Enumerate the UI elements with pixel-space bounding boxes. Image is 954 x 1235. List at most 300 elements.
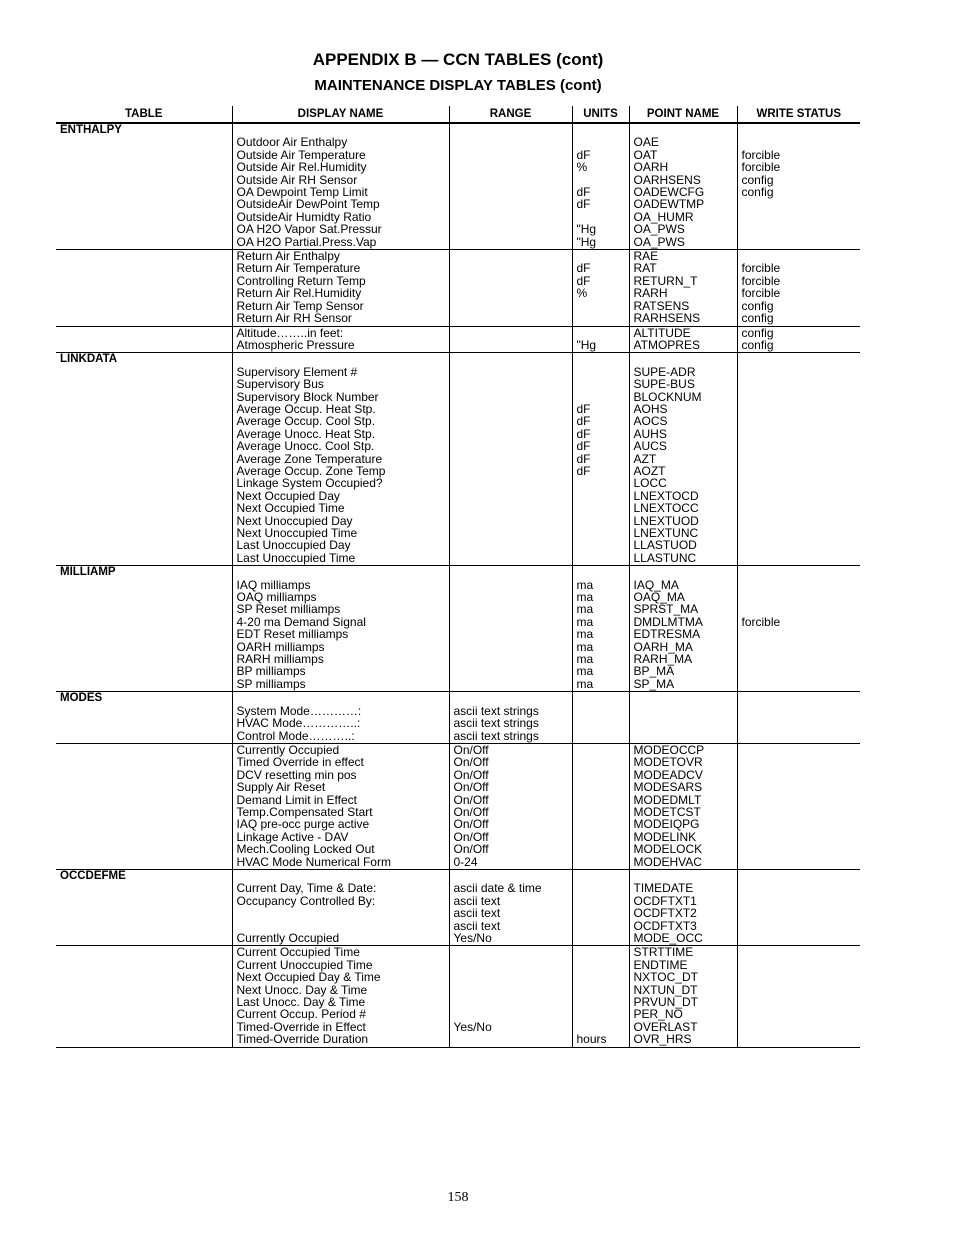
- point-name-line: OAQ_MA: [633, 590, 685, 605]
- point-name-cell: [629, 250, 737, 326]
- range-line: [454, 653, 572, 665]
- table-name-cell: [56, 326, 232, 353]
- write-status-line: [742, 465, 861, 477]
- range-cell: [449, 250, 572, 326]
- write-status-line: [742, 366, 861, 378]
- point-name-line: RAE: [633, 249, 659, 264]
- range-line: ascii text: [453, 918, 501, 933]
- write-status-line: [742, 628, 861, 640]
- write-status-line: [742, 641, 861, 653]
- units-cell: [572, 692, 629, 744]
- range-line: [454, 262, 572, 274]
- units-line: [577, 717, 629, 729]
- write-status-cell: [737, 692, 860, 744]
- point-name-cell: [629, 353, 737, 566]
- range-line: [454, 149, 572, 161]
- units-line: [577, 843, 629, 855]
- units-line: ma: [576, 614, 594, 629]
- spacer-line: [634, 566, 737, 578]
- point-name-cell: [629, 566, 737, 692]
- point-name-line: MODEHVAC: [633, 854, 702, 869]
- range-line: [454, 579, 572, 591]
- spacer-line: [577, 870, 629, 882]
- table-group: [56, 353, 860, 566]
- point-name-line: RAT: [633, 261, 657, 276]
- write-status-line: [742, 984, 861, 996]
- range-line: On/Off: [453, 804, 489, 819]
- units-line: [577, 895, 629, 907]
- table-group: [56, 869, 860, 945]
- write-status-line: [742, 378, 861, 390]
- range-line: [454, 174, 572, 186]
- point-name-line: RATSENS: [633, 298, 690, 313]
- write-status-line: [742, 756, 861, 768]
- display-name-line: HVAC Mode…………..:: [236, 716, 361, 731]
- point-name-line: OARH: [633, 160, 669, 175]
- point-name-line: ALTITUDE: [633, 325, 691, 340]
- range-line: [454, 415, 572, 427]
- write-status-cell: [737, 566, 860, 692]
- range-line: On/Off: [453, 829, 489, 844]
- table-name-cell: OCCDEFME: [56, 869, 232, 945]
- range-line: [454, 391, 572, 403]
- point-name-line: OADEWCFG: [633, 185, 705, 200]
- write-status-cell: [737, 250, 860, 326]
- write-status-line: [742, 653, 861, 665]
- point-name-line: AZT: [633, 451, 657, 466]
- units-line: "Hg: [576, 234, 597, 249]
- range-cell: [449, 692, 572, 744]
- spacer-line: [454, 692, 572, 704]
- range-line: [454, 287, 572, 299]
- range-line: [454, 161, 572, 173]
- column-header-table: TABLE: [56, 106, 232, 123]
- units-cell: [572, 743, 629, 869]
- point-name-line: [634, 730, 737, 742]
- point-name-line: SUPE-BUS: [633, 377, 695, 392]
- units-line: [577, 515, 629, 527]
- display-name-line: Current Occup. Period #: [236, 1007, 366, 1022]
- units-line: [577, 552, 629, 564]
- display-name-line: 4-20 ma Demand Signal: [236, 614, 366, 629]
- range-line: 0-24: [453, 854, 478, 869]
- range-line: [454, 327, 572, 339]
- range-line: ascii text strings: [453, 716, 539, 731]
- point-name-line: IAQ_MA: [633, 577, 679, 592]
- point-name-line: LNEXTUNC: [633, 526, 699, 540]
- write-status-line: [742, 515, 861, 527]
- write-status-line: [742, 198, 861, 210]
- display-name-line: Average Unocc. Heat Stp.: [236, 426, 376, 441]
- point-name-line: LOCC: [633, 476, 667, 491]
- spacer-line: [237, 692, 449, 704]
- write-status-cell: [737, 946, 860, 1047]
- range-line: On/Off: [453, 792, 489, 807]
- write-status-line: [742, 717, 861, 729]
- write-status-line: forcible: [741, 286, 781, 301]
- display-name-line: OutsideAir DewPoint Temp: [236, 197, 380, 212]
- write-status-line: [742, 856, 861, 868]
- spacer-line: [634, 692, 737, 704]
- point-name-cell: [629, 326, 737, 353]
- units-line: dF: [576, 401, 591, 416]
- write-status-line: [742, 996, 861, 1008]
- units-line: ma: [576, 664, 594, 679]
- range-line: [454, 378, 572, 390]
- units-line: %: [576, 286, 588, 301]
- units-line: [577, 756, 629, 768]
- range-line: ascii text strings: [453, 703, 539, 718]
- display-name-line: Controlling Return Temp: [236, 273, 366, 288]
- write-status-line: [742, 403, 861, 415]
- range-line: On/Off: [453, 817, 489, 832]
- display-name-line: Current Occupied Time: [236, 945, 360, 960]
- display-name-line: OA H2O Partial.Press.Vap: [236, 234, 377, 249]
- display-name-cell: [232, 353, 449, 566]
- units-line: [577, 705, 629, 717]
- write-status-line: config: [741, 311, 774, 326]
- point-name-line: RARH_MA: [633, 652, 693, 667]
- units-line: ma: [576, 627, 594, 642]
- display-name-line: Linkage System Occupied?: [236, 476, 383, 491]
- write-status-cell: [737, 353, 860, 566]
- maintenance-display-table: [56, 106, 860, 1048]
- write-status-line: [742, 806, 861, 818]
- write-status-line: [742, 477, 861, 489]
- display-name-line: Next Unocc. Day & Time: [236, 982, 368, 997]
- point-name-line: PRVUN_DT: [633, 995, 698, 1010]
- units-cell: [572, 326, 629, 353]
- units-cell: [572, 123, 629, 250]
- range-line: [454, 211, 572, 223]
- units-line: dF: [576, 439, 591, 454]
- range-cell: [449, 566, 572, 692]
- display-name-line: Demand Limit in Effect: [236, 792, 357, 807]
- units-line: ma: [576, 639, 594, 654]
- display-name-line: EDT Reset milliamps: [236, 627, 349, 642]
- range-line: [454, 477, 572, 489]
- write-status-cell: [737, 743, 860, 869]
- units-line: ma: [576, 676, 594, 691]
- point-name-line: OA_PWS: [633, 222, 685, 237]
- table-group: [56, 326, 860, 353]
- write-status-line: [742, 932, 861, 944]
- range-line: [454, 490, 572, 502]
- display-name-line: Temp.Compensated Start: [236, 804, 373, 819]
- table-group: [56, 946, 860, 1047]
- spacer-line: [742, 870, 861, 882]
- units-line: %: [576, 160, 588, 175]
- units-line: [577, 856, 629, 868]
- write-status-line: [742, 882, 861, 894]
- range-line: [454, 300, 572, 312]
- range-line: [454, 552, 572, 564]
- units-cell: [572, 869, 629, 945]
- display-name-line: Next Unoccupied Day: [236, 513, 353, 528]
- column-header-point-name: POINT NAME: [629, 106, 737, 123]
- point-name-line: OVR_HRS: [633, 1032, 692, 1047]
- write-status-line: [742, 744, 861, 756]
- point-name-line: OAT: [633, 147, 658, 162]
- display-name-line: Average Occup. Cool Stp.: [236, 414, 376, 429]
- units-line: [577, 971, 629, 983]
- display-name-line: Next Unoccupied Time: [236, 526, 358, 540]
- range-line: [454, 628, 572, 640]
- units-line: dF: [576, 261, 591, 276]
- point-name-line: MODEOCCP: [633, 742, 705, 757]
- spacer-line: [237, 353, 449, 365]
- spacer-line: [577, 124, 629, 136]
- point-name-line: OAE: [633, 135, 659, 150]
- write-status-line: [742, 831, 861, 843]
- point-name-line: OCDFTXT1: [633, 893, 697, 908]
- point-name-line: OARH_MA: [633, 639, 693, 654]
- display-name-line: SP milliamps: [236, 676, 306, 691]
- table-group: [56, 566, 860, 692]
- table-name-cell: MODES: [56, 692, 232, 744]
- table-group: [56, 743, 860, 869]
- spacer-line: [577, 353, 629, 365]
- display-name-line: DCV resetting min pos: [236, 767, 357, 782]
- write-status-cell: [737, 326, 860, 353]
- units-line: [577, 959, 629, 971]
- range-cell: [449, 353, 572, 566]
- table-group: [56, 692, 860, 744]
- write-status-line: [742, 946, 861, 958]
- write-status-line: config: [741, 337, 774, 352]
- point-name-line: OADEWTMP: [633, 197, 705, 212]
- spacer-line: [577, 692, 629, 704]
- write-status-line: forcible: [741, 261, 781, 276]
- write-status-line: [742, 415, 861, 427]
- point-name-line: LLASTUNC: [633, 550, 697, 565]
- write-status-line: [742, 794, 861, 806]
- write-status-line: [742, 678, 861, 690]
- write-status-line: [742, 781, 861, 793]
- write-status-line: forcible: [741, 273, 781, 288]
- range-cell: [449, 946, 572, 1047]
- display-name-line: Average Unocc. Cool Stp.: [236, 439, 375, 454]
- write-status-line: [742, 1021, 861, 1033]
- write-status-line: [742, 527, 861, 539]
- write-status-line: [742, 971, 861, 983]
- point-name-line: AOCS: [633, 414, 668, 429]
- display-name-line: HVAC Mode Numerical Form: [236, 854, 391, 869]
- display-name-line: Return Air Enthalpy: [236, 249, 340, 264]
- column-header-units: UNITS: [572, 106, 629, 123]
- spacer-line: [237, 566, 449, 578]
- display-name-cell: [232, 692, 449, 744]
- point-name-line: MODEADCV: [633, 767, 703, 782]
- range-line: [454, 275, 572, 287]
- display-name-line: Mech.Cooling Locked Out: [236, 842, 375, 857]
- point-name-line: SPRST_MA: [633, 602, 699, 617]
- display-name-line: OAQ milliamps: [236, 590, 317, 605]
- display-name-line: Next Occupied Day & Time: [236, 970, 381, 985]
- spacer-line: [634, 353, 737, 365]
- units-line: "Hg: [576, 222, 597, 237]
- table-name-cell: LINKDATA: [56, 353, 232, 566]
- range-line: [454, 198, 572, 210]
- page-subtitle: MAINTENANCE DISPLAY TABLES (cont): [314, 77, 602, 94]
- range-line: [454, 250, 572, 262]
- range-line: On/Off: [453, 742, 489, 757]
- display-name-line: Average Zone Temperature: [236, 451, 383, 466]
- point-name-line: LNEXTOCC: [633, 501, 699, 516]
- spacer-line: [577, 566, 629, 578]
- range-line: [454, 539, 572, 551]
- point-name-line: LLASTUOD: [633, 538, 697, 553]
- write-status-line: [742, 705, 861, 717]
- page-number: 158: [447, 1190, 469, 1205]
- point-name-line: PER_NO: [633, 1007, 683, 1022]
- column-header-write-status: WRITE STATUS: [737, 106, 860, 123]
- write-status-line: [742, 959, 861, 971]
- point-name-line: TIMEDATE: [633, 881, 694, 896]
- display-name-line: Timed-Override in Effect: [236, 1019, 366, 1034]
- point-name-line: NXTOC_DT: [633, 970, 698, 985]
- display-name-line: Outside Air Temperature: [236, 147, 366, 162]
- units-line: dF: [576, 197, 591, 212]
- units-line: [577, 781, 629, 793]
- display-name-line: Current Unoccupied Time: [236, 957, 373, 972]
- range-line: [454, 996, 572, 1008]
- point-name-line: RARH: [633, 286, 668, 301]
- range-line: [454, 339, 572, 351]
- display-name-line: Supervisory Bus: [236, 377, 324, 392]
- spacer-line: [742, 353, 861, 365]
- range-line: On/Off: [453, 842, 489, 857]
- write-status-line: [742, 1033, 861, 1045]
- write-status-line: [742, 665, 861, 677]
- write-status-line: [742, 591, 861, 603]
- write-status-line: [742, 391, 861, 403]
- display-name-cell: [232, 869, 449, 945]
- units-line: [577, 502, 629, 514]
- display-name-line: Current Day, Time & Date:: [236, 881, 377, 896]
- units-line: dF: [576, 147, 591, 162]
- display-name-line: Next Occupied Time: [236, 501, 345, 516]
- page-title: APPENDIX B — CCN TABLES (cont): [312, 50, 604, 69]
- range-line: [454, 515, 572, 527]
- units-line: ma: [576, 602, 594, 617]
- units-line: dF: [576, 463, 591, 478]
- point-name-line: MODELOCK: [633, 842, 703, 857]
- units-line: "Hg: [576, 337, 597, 352]
- spacer-line: [454, 353, 572, 365]
- units-line: [577, 744, 629, 756]
- range-line: Yes/No: [453, 931, 492, 945]
- range-line: [454, 428, 572, 440]
- display-name-cell: [232, 326, 449, 353]
- write-status-cell: [737, 869, 860, 945]
- range-cell: [449, 743, 572, 869]
- display-name-line: OA Dewpoint Temp Limit: [236, 185, 368, 200]
- range-line: [454, 984, 572, 996]
- point-name-line: MODETCST: [633, 804, 701, 819]
- write-status-line: config: [741, 298, 774, 313]
- point-name-line: LNEXTUOD: [633, 513, 699, 528]
- display-name-line: Timed-Override Duration: [236, 1032, 369, 1047]
- point-name-line: MODETOVR: [633, 755, 703, 770]
- range-line: [454, 465, 572, 477]
- range-line: ascii text strings: [453, 728, 539, 743]
- write-status-line: [742, 236, 861, 248]
- point-name-line: OCDFTXT3: [633, 918, 697, 933]
- units-line: [577, 946, 629, 958]
- units-line: [577, 378, 629, 390]
- write-status-line: [742, 136, 861, 148]
- display-name-line: Atmospheric Pressure: [236, 337, 355, 352]
- point-name-line: ENDTIME: [633, 957, 688, 972]
- display-name-line: Return Air Temperature: [236, 261, 361, 276]
- units-line: [577, 477, 629, 489]
- range-line: ascii text: [453, 893, 501, 908]
- write-status-line: [742, 552, 861, 564]
- point-name-cell: [629, 946, 737, 1047]
- display-name-line: Last Unoccupied Day: [236, 538, 351, 553]
- display-name-line: OARH milliamps: [236, 639, 325, 654]
- display-name-line: Outdoor Air Enthalpy: [236, 135, 348, 150]
- point-name-line: STRTTIME: [633, 945, 694, 960]
- table-group: [56, 123, 860, 250]
- display-name-line: Supervisory Element #: [236, 364, 358, 379]
- write-status-line: forcible: [741, 614, 781, 629]
- write-status-line: [742, 440, 861, 452]
- display-name-line: Occupancy Controlled By:: [236, 893, 376, 908]
- write-status-line: [742, 907, 861, 919]
- units-line: [577, 136, 629, 148]
- display-name-cell: [232, 123, 449, 250]
- units-line: [577, 539, 629, 551]
- point-name-line: MODESARS: [633, 780, 703, 795]
- units-line: [577, 932, 629, 944]
- write-status-line: [742, 843, 861, 855]
- display-name-line: System Mode…………:: [236, 703, 362, 718]
- display-name-line: Return Air RH Sensor: [236, 311, 352, 326]
- write-status-line: config: [741, 185, 774, 200]
- write-status-line: forcible: [741, 147, 781, 162]
- point-name-line: OA_HUMR: [633, 209, 694, 224]
- point-name-line: AUCS: [633, 439, 667, 454]
- range-line: [454, 1033, 572, 1045]
- range-line: [454, 959, 572, 971]
- table-name-cell: [56, 946, 232, 1047]
- range-line: [454, 403, 572, 415]
- range-line: [454, 223, 572, 235]
- write-status-line: [742, 453, 861, 465]
- table-body: [56, 123, 860, 1047]
- range-line: [454, 502, 572, 514]
- spacer-line: [454, 566, 572, 578]
- display-name-line: BP milliamps: [236, 664, 306, 679]
- point-name-line: ATMOPRES: [633, 337, 700, 352]
- display-name-line: Linkage Active - DAV: [236, 829, 349, 844]
- write-status-line: [742, 769, 861, 781]
- range-line: [454, 312, 572, 324]
- display-name-line: Return Air Rel.Humidity: [236, 286, 362, 301]
- range-line: ascii text: [453, 906, 501, 921]
- point-name-line: EDTRESMA: [633, 627, 701, 642]
- units-line: [577, 730, 629, 742]
- range-line: [454, 186, 572, 198]
- range-line: [454, 616, 572, 628]
- range-line: [454, 641, 572, 653]
- point-name-cell: [629, 123, 737, 250]
- range-line: On/Off: [453, 755, 489, 770]
- point-name-cell: [629, 743, 737, 869]
- point-name-line: LNEXTOCD: [633, 488, 699, 503]
